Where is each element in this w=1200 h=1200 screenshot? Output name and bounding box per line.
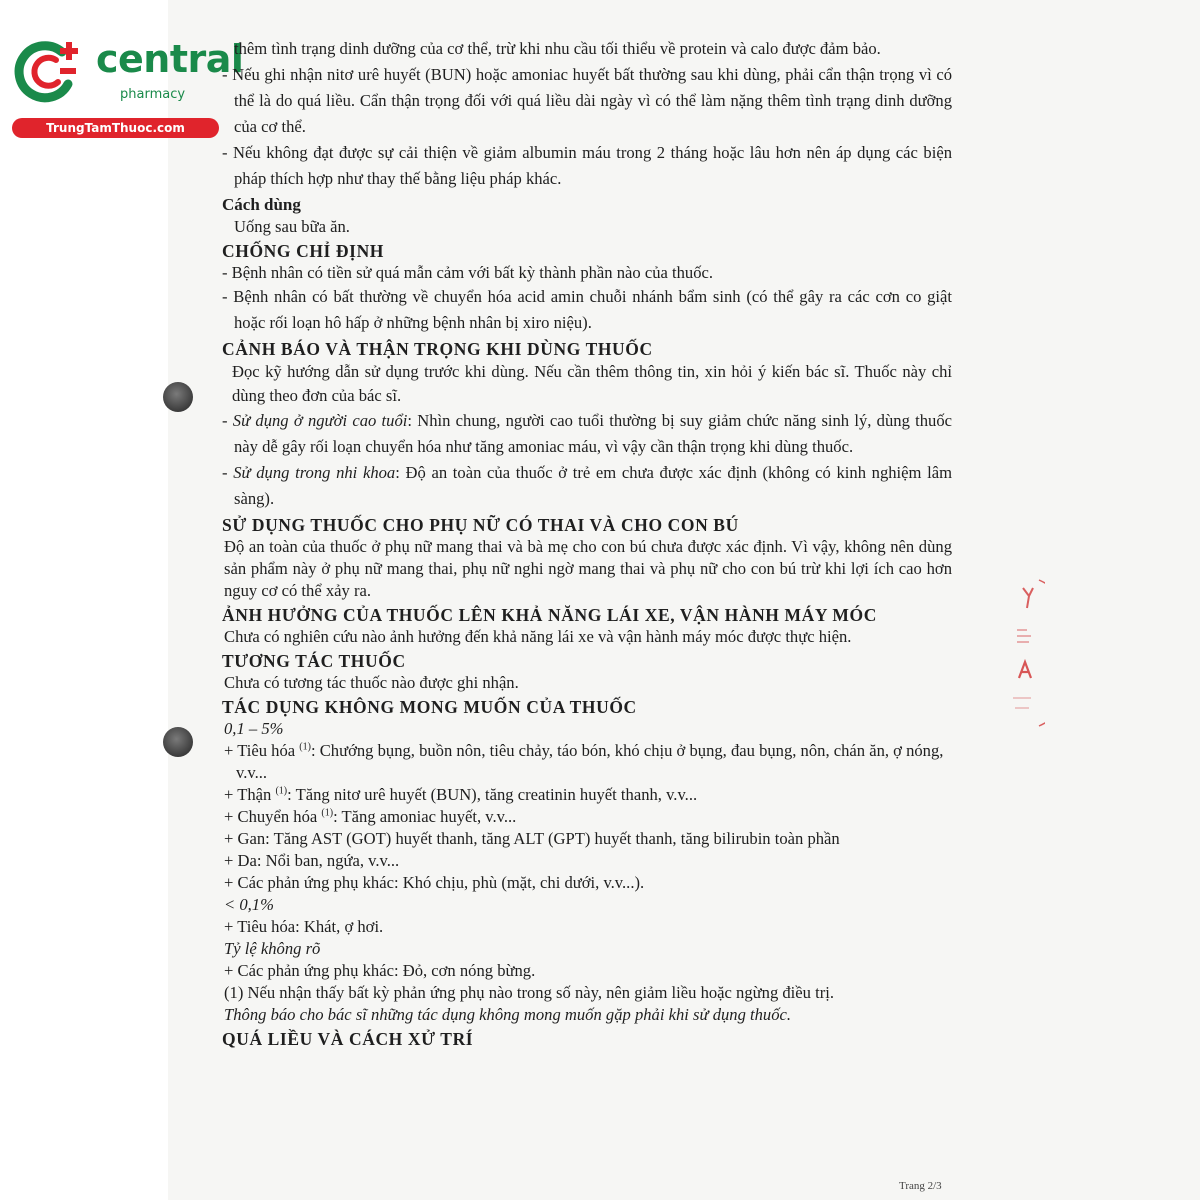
footnote: (1) Nếu nhận thấy bất kỳ phản ứng phụ nào trong số này, nên giảm liều hoặc ngừng điều trị. bbox=[224, 983, 834, 1002]
paragraph: Uống sau bữa ăn. bbox=[234, 217, 350, 236]
logo-url-badge[interactable]: TrungTamThuoc.com bbox=[12, 118, 219, 138]
italic-label: Sử dụng ở người cao tuổi bbox=[232, 411, 408, 430]
list-item-text: : Nhìn chung, người cao tuổi thường bị suy giảm chức năng sinh lý, dùng thuốc này dễ gây rối loạn chuyển hóa như tăng amoniac máu, vì vậy cần thận trọng khi dùng thuốc. bbox=[234, 411, 952, 456]
frequency-label: Tỷ lệ không rõ bbox=[224, 939, 321, 958]
paragraph: Chưa có tương tác thuốc nào được ghi nhận. bbox=[224, 673, 519, 692]
punch-hole-top bbox=[163, 382, 193, 412]
red-stamp-fragment bbox=[1003, 578, 1045, 728]
list-item: - Bệnh nhân có tiền sử quá mẫn cảm với bất kỳ thành phần nào của thuốc. bbox=[222, 263, 714, 282]
list-item: - Nếu không đạt được sự cải thiện về giảm albumin máu trong 2 tháng hoặc lâu hơn nên áp dụng các biện pháp thích hợp như thay thế bằng liệu pháp khác. bbox=[222, 143, 952, 188]
list-item: - Sử dụng ở người cao tuổi: Nhìn chung, người cao tuổi thường bị suy giảm chức năng sinh lý, dùng thuốc này dễ gây rối loạn chuyển hóa như tăng amoniac máu, vì vậy cần thận trọng khi dùng thuốc. bbox=[222, 411, 952, 456]
section-heading-usage: Cách dùng bbox=[222, 195, 301, 214]
paragraph: Đọc kỹ hướng dẫn sử dụng trước khi dùng. Nếu cần thêm thông tin, xin hỏi ý kiến bác sĩ. Thuốc này chỉ dùng theo đơn của bác sĩ. bbox=[232, 362, 952, 405]
side-effect-item: + Gan: Tăng AST (GOT) huyết thanh, tăng ALT (GPT) huyết thanh, tăng bilirubin toàn phần bbox=[224, 829, 840, 848]
side-effect-text: : Tăng nitơ urê huyết (BUN), tăng creatinin huyết thanh, v.v... bbox=[287, 785, 698, 804]
logo-brand-name: central bbox=[96, 37, 244, 81]
section-heading-warnings: CẢNH BÁO VÀ THẬN TRỌNG KHI DÙNG THUỐC bbox=[222, 339, 653, 359]
list-item: - Bệnh nhân có bất thường về chuyển hóa acid amin chuỗi nhánh bẩm sinh (có thể gây ra các cơn co giật hoặc rối loạn hô hấp ở những bệnh nhân bị xiro niệu). bbox=[222, 287, 952, 332]
document-body bbox=[222, 36, 952, 1050]
side-effect-text: : Chướng bụng, buồn nôn, tiêu chảy, táo bón, khó chịu ở bụng, đau bụng, nôn, chán ăn, ợ nóng, v.v... bbox=[236, 741, 944, 782]
side-effect-item bbox=[222, 740, 952, 784]
italic-label: Sử dụng trong nhi khoa bbox=[233, 463, 396, 482]
section-heading-interactions: TƯƠNG TÁC THUỐC bbox=[222, 651, 406, 671]
side-effect-text: : Tăng amoniac huyết, v.v... bbox=[333, 807, 517, 826]
list-item-text: : Độ an toàn của thuốc ở trẻ em chưa được xác định (không có kinh nghiệm lâm sàng). bbox=[234, 463, 952, 508]
footnote-mark: (1) bbox=[321, 807, 334, 819]
side-effect-item bbox=[222, 784, 952, 806]
logo-subtitle: pharmacy bbox=[120, 87, 186, 102]
side-effect-item: + Các phản ứng phụ khác: Khó chịu, phù (mặt, chi dưới, v.v...). bbox=[224, 873, 645, 892]
section-heading-overdose: QUÁ LIỀU VÀ CÁCH XỬ TRÍ bbox=[222, 1029, 474, 1049]
punch-hole-bottom bbox=[163, 727, 193, 757]
page-number: Trang 2/3 bbox=[899, 1180, 942, 1192]
section-heading-contraindications: CHỐNG CHỈ ĐỊNH bbox=[222, 241, 385, 261]
section-heading-driving: ẢNH HƯỞNG CỦA THUỐC LÊN KHẢ NĂNG LÁI XE, VẬN HÀNH MÁY MÓC bbox=[222, 605, 877, 625]
footnote-mark: (1) bbox=[299, 741, 311, 753]
footnote-mark: (1) bbox=[275, 785, 288, 797]
section-heading-side-effects: TÁC DỤNG KHÔNG MONG MUỐN CỦA THUỐC bbox=[222, 697, 637, 717]
side-effect-item: + Da: Nổi ban, ngứa, v.v... bbox=[224, 851, 400, 870]
side-effect-category: + Tiêu hóa bbox=[224, 741, 300, 760]
side-effect-category: + Chuyển hóa bbox=[224, 807, 322, 826]
frequency-label: 0,1 – 5% bbox=[224, 719, 284, 738]
paragraph: Chưa có nghiên cứu nào ảnh hưởng đến khả năng lái xe và vận hành máy móc được thực hiện. bbox=[224, 627, 852, 646]
paragraph: Độ an toàn của thuốc ở phụ nữ mang thai và bà mẹ cho con bú chưa được xác định. Vì vậy, không nên dùng sản phẩm này ở phụ nữ mang thai, phụ nữ nghi ngờ mang thai và phụ nữ cho con bú trừ khi lợi ích cao hơn nguy cơ có thể xảy ra. bbox=[224, 537, 952, 600]
side-effect-item: + Các phản ứng phụ khác: Đỏ, cơn nóng bừng. bbox=[224, 961, 536, 980]
list-item: - Nếu ghi nhận nitơ urê huyết (BUN) hoặc amoniac huyết bất thường sau khi dùng, phải cẩn thận trọng vì có thể là do quá liều. Cẩn thận trọng đối với quá liều dài ngày vì có thể làm nặng thêm tình trạng dinh dưỡng của cơ thể. bbox=[222, 65, 952, 136]
pharmacy-cross-icon bbox=[10, 38, 82, 110]
side-effect-item: + Tiêu hóa: Khát, ợ hơi. bbox=[224, 917, 384, 936]
central-pharmacy-logo[interactable] bbox=[10, 37, 244, 138]
side-effect-category: + Thận bbox=[224, 785, 276, 804]
section-heading-pregnancy: SỬ DỤNG THUỐC CHO PHỤ NỮ CÓ THAI VÀ CHO CON BÚ bbox=[222, 515, 739, 535]
advice-note: Thông báo cho bác sĩ những tác dụng không mong muốn gặp phải khi sử dụng thuốc. bbox=[224, 1005, 792, 1024]
frequency-label: < 0,1% bbox=[224, 895, 274, 914]
side-effect-item bbox=[222, 806, 952, 828]
paragraph: thêm tình trạng dinh dưỡng của cơ thể, trừ khi nhu cầu tối thiểu về protein và calo được đảm bảo. bbox=[234, 39, 881, 58]
list-item: - Sử dụng trong nhi khoa: Độ an toàn của thuốc ở trẻ em chưa được xác định (không có kinh nghiệm lâm sàng). bbox=[222, 463, 952, 508]
